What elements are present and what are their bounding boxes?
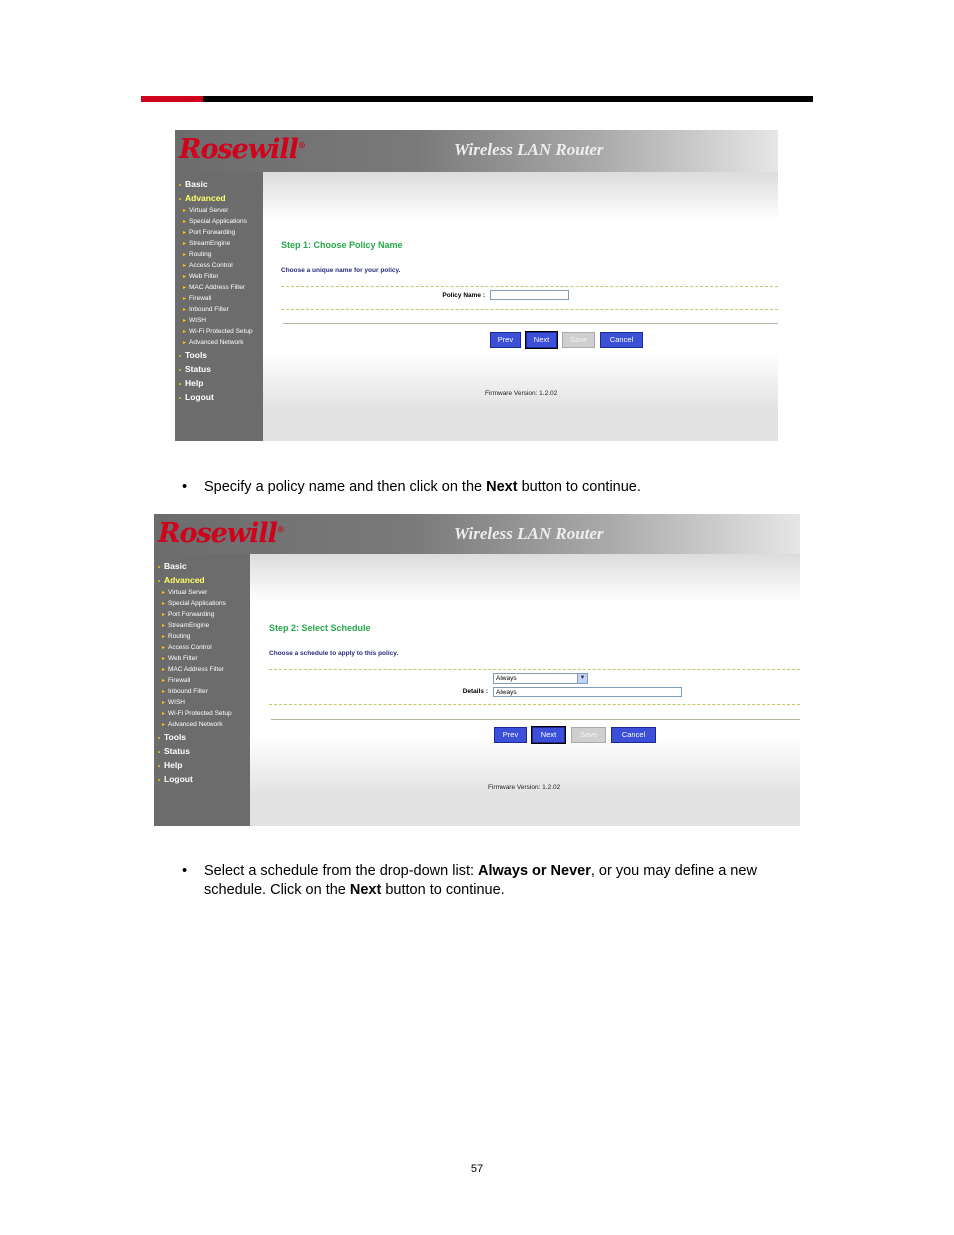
sidebar-item-label: Inbound Filter: [168, 688, 208, 695]
sidebar-item-label: Status: [164, 746, 190, 756]
menu-bullet-icon: ▸: [162, 689, 166, 695]
save-button[interactable]: Save: [571, 727, 606, 743]
sidebar-item-label: Access Control: [168, 644, 212, 651]
menu-bullet-icon: ▸: [183, 252, 187, 258]
menu-bullet-icon: ▸: [183, 329, 187, 335]
sidebar-item-help[interactable]: [179, 376, 253, 390]
menu-bullet-icon: •: [179, 368, 182, 374]
sidebar-item-routing[interactable]: [179, 249, 253, 260]
menu-bullet-icon: ▸: [183, 296, 187, 302]
caption-bold-line2: Next: [349, 882, 382, 898]
details-label: Details :: [462, 688, 488, 695]
router-banner: [154, 514, 800, 554]
sidebar-item-label: Special Applications: [189, 218, 247, 225]
screenshot-step1: [175, 130, 778, 441]
sidebar-item-label: Status: [185, 364, 211, 374]
sidebar-item-label: Inbound Filter: [189, 306, 229, 313]
prev-button[interactable]: Prev: [494, 727, 527, 743]
page-number: 57: [470, 1163, 484, 1175]
sidebar-item-streamengine[interactable]: [179, 238, 253, 249]
menu-bullet-icon: •: [179, 183, 182, 189]
content-area: [250, 554, 800, 826]
prev-button[interactable]: Prev: [490, 332, 521, 348]
caption-text-end: , or you may define a new: [590, 863, 757, 879]
save-button[interactable]: Save: [562, 332, 595, 348]
sidebar-item-advanced[interactable]: [158, 573, 232, 587]
sidebar-item-label: Firewall: [189, 295, 212, 302]
sidebar-item-status[interactable]: [158, 744, 232, 758]
caption-bold: Always or Never: [478, 863, 591, 879]
sidebar-item-firewall[interactable]: [158, 675, 232, 686]
menu-bullet-icon: ▸: [162, 711, 166, 717]
caption-text-line2-end: button to continue.: [381, 882, 505, 898]
caption-text-end: button to continue.: [517, 479, 641, 495]
content-area: [263, 172, 778, 441]
content-foot-band: [263, 409, 778, 441]
content-foot-band: [250, 794, 800, 826]
sidebar-item-label: Routing: [189, 251, 212, 258]
sidebar-item-label: Advanced: [185, 193, 226, 203]
step-title: Step 1: Choose Policy Name: [281, 240, 403, 250]
sidebar-item-label: Logout: [164, 774, 193, 784]
next-button[interactable]: Next: [532, 727, 565, 743]
menu-bullet-icon: ▸: [183, 230, 187, 236]
router-banner: [175, 130, 778, 172]
menu-bullet-icon: ▸: [162, 612, 166, 618]
sidebar-item-label: Logout: [185, 392, 214, 402]
sidebar-item-label: Special Applications: [168, 600, 226, 607]
router-title: Wireless LAN Router: [454, 524, 604, 543]
sidebar-item-label: Firewall: [168, 677, 191, 684]
menu-bullet-icon: •: [158, 579, 161, 585]
sidebar-item-label: Routing: [168, 633, 191, 640]
sidebar-item-label: Access Control: [189, 262, 233, 269]
sidebar: [154, 554, 250, 826]
menu-bullet-icon: ▸: [183, 208, 187, 214]
rosewill-logo: Rosewill®: [158, 518, 284, 549]
sidebar-item-special-applications[interactable]: [158, 598, 232, 609]
sidebar-item-label: Web Filter: [168, 655, 198, 662]
sidebar-item-label: MAC Address Filter: [168, 666, 224, 673]
menu-bullet-icon: ▸: [162, 700, 166, 706]
sidebar-item-advanced-network[interactable]: [179, 337, 253, 348]
menu-bullet-icon: •: [158, 736, 161, 742]
sidebar-item-port-forwarding[interactable]: [158, 609, 232, 620]
page-header-bar: [141, 96, 813, 102]
sidebar-item-port-forwarding[interactable]: [179, 227, 253, 238]
firmware-version: Firmware Version: 1.2.02: [485, 390, 558, 397]
sidebar-item-virtual-server[interactable]: [158, 587, 232, 598]
sidebar-item-label: Basic: [185, 179, 208, 189]
sidebar-item-streamengine[interactable]: [158, 620, 232, 631]
sidebar-item-label: Tools: [185, 350, 208, 360]
header-accent: [141, 96, 203, 102]
sidebar-item-advanced[interactable]: [179, 191, 253, 205]
sidebar-item-status[interactable]: [179, 362, 253, 376]
sidebar-item-wish[interactable]: [158, 697, 232, 708]
sidebar-item-tools[interactable]: [179, 348, 253, 362]
caption-text: Select a schedule from the drop-down list:: [204, 863, 479, 879]
router-title: Wireless LAN Router: [454, 140, 604, 159]
menu-bullet-icon: ▸: [183, 241, 187, 247]
schedule-select[interactable]: Always ▼: [493, 673, 588, 684]
sidebar-item-label: Wi-Fi Protected Setup: [168, 710, 232, 717]
menu-bullet-icon: ▸: [162, 656, 166, 662]
sidebar-item-help[interactable]: [158, 758, 232, 772]
sidebar-item-wish[interactable]: [179, 315, 253, 326]
content-top-band: [263, 172, 778, 220]
chevron-down-icon[interactable]: ▼: [577, 674, 587, 683]
screenshot-step2: [154, 514, 800, 826]
sidebar-item-label: Advanced Network: [168, 721, 223, 728]
sidebar-item-label: StreamEngine: [168, 622, 210, 629]
sidebar-item-label: Port Forwarding: [168, 611, 215, 618]
menu-bullet-icon: ▸: [183, 285, 187, 291]
firmware-version: Firmware Version: 1.2.02: [488, 784, 561, 791]
sidebar-item-label: StreamEngine: [189, 240, 231, 247]
policy-name-input[interactable]: [490, 290, 569, 300]
menu-bullet-icon: •: [158, 750, 161, 756]
sidebar-item-label: WISH: [189, 317, 206, 324]
policy-name-label: Policy Name :: [442, 292, 485, 299]
sidebar-item-wi-fi-protected-setup[interactable]: [158, 708, 232, 719]
menu-bullet-icon: ▸: [162, 623, 166, 629]
sidebar-item-routing[interactable]: [158, 631, 232, 642]
sidebar-item-inbound-filter[interactable]: [158, 686, 232, 697]
menu-bullet-icon: ▸: [162, 590, 166, 596]
cancel-button[interactable]: Cancel: [600, 332, 643, 348]
caption-text-line2: schedule. Click on the: [204, 882, 350, 898]
bullet: •: [182, 479, 188, 495]
sidebar-item-label: Web Filter: [189, 273, 219, 280]
sidebar-item-tools[interactable]: [158, 730, 232, 744]
sidebar-item-label: Wi-Fi Protected Setup: [189, 328, 253, 335]
sidebar-menu: [158, 559, 232, 786]
sidebar-item-mac-address-filter[interactable]: [179, 282, 253, 293]
sidebar-item-mac-address-filter[interactable]: [158, 664, 232, 675]
sidebar-item-basic[interactable]: [158, 559, 232, 573]
menu-bullet-icon: ▸: [162, 678, 166, 684]
sidebar-item-web-filter[interactable]: [158, 653, 232, 664]
next-button[interactable]: Next: [526, 332, 557, 348]
sidebar-item-inbound-filter[interactable]: [179, 304, 253, 315]
sidebar-item-label: Help: [185, 378, 204, 388]
sidebar: [175, 172, 263, 441]
sidebar-menu: [179, 177, 253, 404]
menu-bullet-icon: ▸: [183, 318, 187, 324]
sidebar-item-web-filter[interactable]: [179, 271, 253, 282]
step-title: Step 2: Select Schedule: [269, 623, 371, 633]
menu-bullet-icon: ▸: [162, 645, 166, 651]
menu-bullet-icon: •: [179, 396, 182, 402]
sidebar-item-access-control[interactable]: [179, 260, 253, 271]
caption-text: Specify a policy name and then click on the: [204, 479, 487, 495]
menu-bullet-icon: ▸: [183, 274, 187, 280]
menu-bullet-icon: ▸: [183, 307, 187, 313]
menu-bullet-icon: ▸: [162, 634, 166, 640]
caption-bold: Next: [486, 479, 518, 495]
sidebar-item-label: WISH: [168, 699, 185, 706]
sidebar-item-label: Virtual Server: [168, 589, 208, 596]
sidebar-item-label: Port Forwarding: [189, 229, 236, 236]
sidebar-item-logout[interactable]: [158, 772, 232, 786]
sidebar-item-label: Advanced: [164, 575, 205, 585]
menu-bullet-icon: •: [158, 565, 161, 571]
divider: [271, 719, 800, 720]
step-description: Choose a unique name for your policy.: [281, 267, 401, 274]
sidebar-item-label: MAC Address Filter: [189, 284, 245, 291]
sidebar-item-label: Advanced Network: [189, 339, 244, 346]
menu-bullet-icon: •: [179, 197, 182, 203]
details-field: Always: [493, 687, 682, 697]
menu-bullet-icon: ▸: [183, 263, 187, 269]
menu-bullet-icon: •: [158, 764, 161, 770]
sidebar-item-wi-fi-protected-setup[interactable]: [179, 326, 253, 337]
sidebar-item-advanced-network[interactable]: [158, 719, 232, 730]
step-description: Choose a schedule to apply to this policy.: [269, 650, 399, 657]
bullet: •: [182, 863, 188, 879]
menu-bullet-icon: ▸: [183, 340, 187, 346]
menu-bullet-icon: •: [179, 354, 182, 360]
content-top-band: [250, 554, 800, 602]
menu-bullet-icon: ▸: [162, 601, 166, 607]
menu-bullet-icon: ▸: [162, 722, 166, 728]
sidebar-item-logout[interactable]: [179, 390, 253, 404]
sidebar-item-virtual-server[interactable]: [179, 205, 253, 216]
sidebar-item-label: Basic: [164, 561, 187, 571]
menu-bullet-icon: ▸: [162, 667, 166, 673]
divider: [283, 323, 778, 324]
menu-bullet-icon: •: [179, 382, 182, 388]
menu-bullet-icon: •: [158, 778, 161, 784]
menu-bullet-icon: ▸: [183, 219, 187, 225]
sidebar-item-firewall[interactable]: [179, 293, 253, 304]
sidebar-item-label: Help: [164, 760, 183, 770]
rosewill-logo: Rosewill®: [179, 134, 305, 165]
sidebar-item-label: Tools: [164, 732, 187, 742]
sidebar-item-special-applications[interactable]: [179, 216, 253, 227]
sidebar-item-label: Virtual Server: [189, 207, 229, 214]
sidebar-item-basic[interactable]: [179, 177, 253, 191]
cancel-button[interactable]: Cancel: [611, 727, 656, 743]
sidebar-item-access-control[interactable]: [158, 642, 232, 653]
